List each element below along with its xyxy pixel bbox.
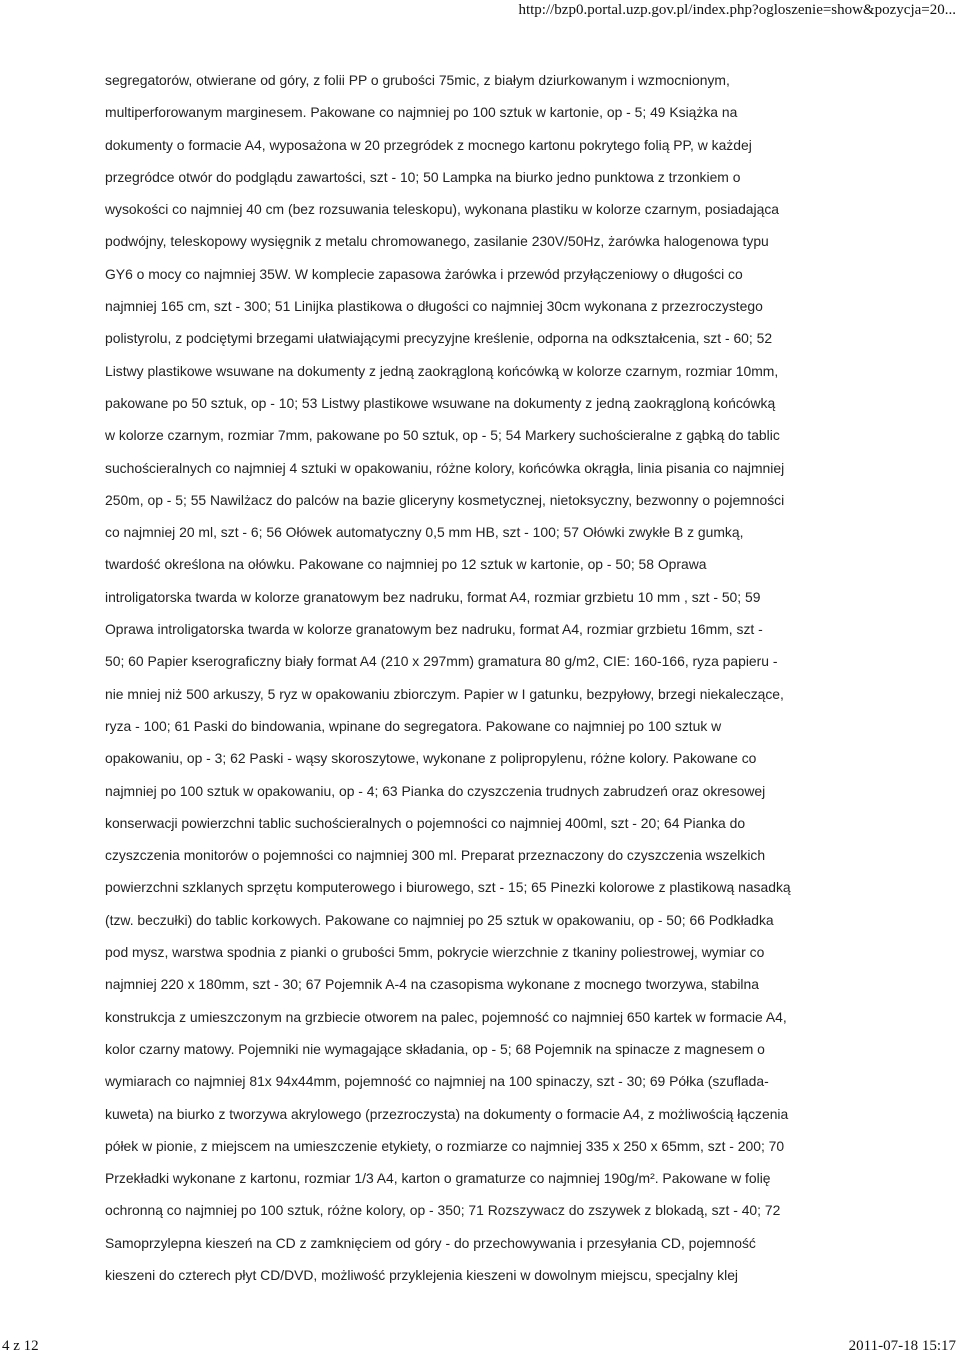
text-line: Przekładki wykonane z kartonu, rozmiar 1/3 A4, karton o gramaturze co najmniej 190g/m². Pakowane w folię: [105, 1170, 771, 1187]
text-line: (tzw. beczułki) do tablic korkowych. Pakowane co najmniej po 25 sztuk w opakowaniu, op - 50; 66 Podkładka: [105, 911, 774, 928]
text-line: konstrukcja z umieszczonym na grzbiecie otworem na palec, pojemność co najmniej 650 kartek w formacie A4,: [105, 1008, 787, 1025]
text-line: dokumenty o formacie A4, wyposażona w 20 przegródek z mocnego kartonu pokrytego folią PP, w każdej: [105, 136, 752, 153]
text-line: wymiarach co najmniej 81x 94x44mm, pojemność co najmniej na 100 spinaczy, szt - 30; 69 Półka (szuflada-: [105, 1073, 769, 1090]
text-line: twardość określona na ołówku. Pakowane co najmniej po 12 sztuk w kartonie, op - 50; 58 Oprawa: [105, 556, 707, 573]
text-line: suchościeralnych co najmniej 4 sztuki w opakowaniu, różne kolory, końcówka okrągła, linia pisania co najmniej: [105, 459, 785, 476]
text-line: multiperforowanym marginesem. Pakowane co najmniej po 100 sztuk w kartonie, op - 5; 49 Książka na: [105, 104, 738, 121]
text-line: wysokości co najmniej 40 cm (bez rozsuwania teleskopu), wykonana plastiku w kolorze czarnym, posiadająca: [105, 201, 780, 218]
document-body: [105, 64, 905, 1291]
text-line: opakowaniu, op - 3; 62 Paski - wąsy skoroszytowe, wykonane z polipropylenu, różne kolory. Pakowane co: [105, 750, 757, 767]
text-line: powierzchni szklanych sprzętu komputerowego i biurowego, szt - 15; 65 Pinezki kolorowe z plastikową nasadką: [105, 879, 791, 896]
text-line: podwójny, teleskopowy wysięgnik z metalu chromowanego, zasilanie 230V/50Hz, żarówka halogenowa typu: [105, 233, 769, 250]
text-line: czyszczenia monitorów o pojemności co najmniej 300 ml. Preparat przeznaczony do czyszczenia wszelkich: [105, 847, 766, 864]
text-line: polistyrolu, z podciętymi brzegami ułatwiającymi precyzyjne kreślenie, odporna na odkształcenia, szt - 60; 52: [105, 330, 773, 347]
text-line: półek w pionie, z miejscem na umieszczenie etykiety, o rozmiarze co najmniej 335 x 250 x 65mm, szt - 200; 70: [105, 1137, 785, 1154]
text-line: ryza - 100; 61 Paski do bindowania, wpinane do segregatora. Pakowane co najmniej po 100 sztuk w: [105, 717, 722, 734]
text-line: najmniej po 100 sztuk w opakowaniu, op - 4; 63 Pianka do czyszczenia trudnych zabrudzeń oraz okresowej: [105, 782, 766, 799]
text-line: Samoprzylepna kieszeń na CD z zamknięciem od góry - do przechowywania i przesyłania CD, pojemność: [105, 1234, 756, 1251]
page-number: 4 z 12: [2, 1338, 39, 1354]
text-line: ochronną co najmniej po 100 sztuk, różne kolory, op - 350; 71 Rozszywacz do zszywek z blokadą, szt - 40; 72: [105, 1202, 781, 1219]
text-line: Listwy plastikowe wsuwane na dokumenty z jedną zaokrągloną końcówką w kolorze czarnym, rozmiar 10mm,: [105, 362, 779, 379]
text-line: pod mysz, warstwa spodnia z pianki o grubości 5mm, pokrycie wierzchnie z tkaniny poliestrowej, wymiar co: [105, 944, 765, 961]
text-line: pakowane po 50 sztuk, op - 10; 53 Listwy plastikowe wsuwane na dokumenty z jedną zaokrągloną końcówką: [105, 394, 776, 411]
text-line: w kolorze czarnym, rozmiar 7mm, pakowane po 50 sztuk, op - 5; 54 Markery suchościeralne z gąbką do tablic: [105, 427, 780, 444]
text-line: przegródce otwór do podglądu zawartości, szt - 10; 50 Lampka na biurko jedno punktowa z trzonkiem o: [105, 168, 741, 185]
text-line: 50; 60 Papier kserograficzny biały format A4 (210 x 297mm) gramatura 80 g/m2, CIE: 160-166, ryza papieru -: [105, 653, 778, 670]
text-line: segregatorów, otwierane od góry, z folii PP o grubości 75mic, z białym dziurkowanym i wzmocnionym,: [105, 72, 730, 88]
page-url: http://bzp0.portal.uzp.gov.pl/index.php?ogloszenie=show&pozycja=20...: [518, 2, 956, 18]
text-line: GY6 o mocy co najmniej 35W. W komplecie zapasowa żarówka i przewód przyłączeniowy o długości co: [105, 265, 743, 282]
text-line: nie mniej niż 500 arkuszy, 5 ryz w opakowaniu zbiorczym. Papier w I gatunku, bezpyłowy, brzegi niekaleczące,: [105, 685, 784, 702]
text-line: 250m, op - 5; 55 Nawilżacz do palców na bazie gliceryny kosmetycznej, nietoksyczny, bezwonny o pojemności: [105, 491, 785, 508]
text-line: konserwacji powierzchni tablic suchościeralnych o pojemności co najmniej 400ml, szt - 20; 64 Pianka do: [105, 814, 746, 831]
text-line: introligatorska twarda w kolorze granatowym bez nadruku, format A4, rozmiar grzbietu 10 mm , szt - 50; 59: [105, 588, 761, 605]
text-line: najmniej 165 cm, szt - 300; 51 Linijka plastikowa o długości co najmniej 30cm wykonana z przezroczystego: [105, 298, 763, 315]
text-line: kieszeni do czterech płyt CD/DVD, możliwość przyklejenia kieszeni w dowolnym miejscu, specjalny klej: [105, 1266, 739, 1283]
print-datetime: 2011-07-18 15:17: [848, 1338, 956, 1354]
text-line: kolor czarny matowy. Pojemniki nie wymagające składania, op - 5; 68 Pojemnik na spinacze z magnesem o: [105, 1040, 765, 1057]
text-line: najmniej 220 x 180mm, szt - 30; 67 Pojemnik A-4 na czasopisma wykonane z mocnego tworzywa, stabilna: [105, 976, 759, 993]
text-line: Oprawa introligatorska twarda w kolorze granatowym bez nadruku, format A4, rozmiar grzbietu 16mm, szt -: [105, 621, 763, 638]
text-line: co najmniej 20 ml, szt - 6; 56 Ołówek automatyczny 0,5 mm HB, szt - 100; 57 Ołówki zwykłe B z gumką,: [105, 524, 744, 541]
text-line: kuweta) na biurko z tworzywa akrylowego (przezroczysta) na dokumenty o formacie A4, z możliwością łączenia: [105, 1105, 789, 1122]
